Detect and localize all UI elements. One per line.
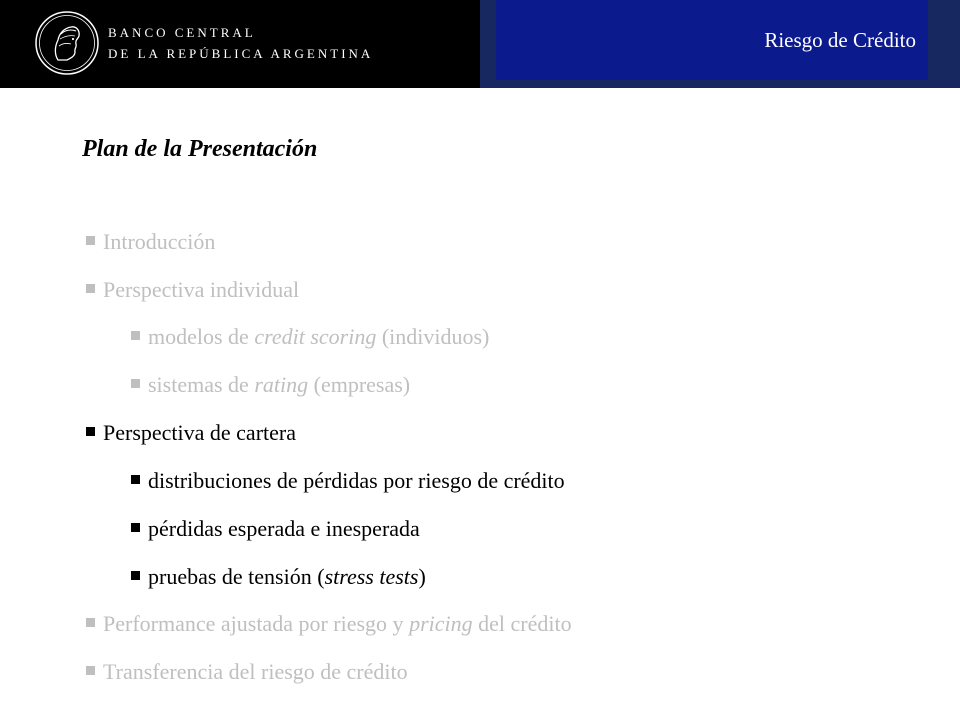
item-text-tail: ) — [418, 564, 426, 589]
item-text-tail: del crédito — [472, 611, 572, 636]
logo-panel — [0, 0, 480, 88]
agenda-item — [86, 277, 299, 303]
bank-name-line1: BANCO CENTRAL — [108, 25, 256, 40]
bullet-square-icon — [131, 379, 140, 388]
slide-title: Plan de la Presentación — [82, 136, 318, 162]
agenda-subitem — [131, 324, 489, 350]
item-text: Introducción — [103, 229, 216, 254]
item-text: pérdidas esperada e inesperada — [148, 516, 420, 541]
agenda-item-current — [86, 420, 296, 446]
item-text: sistemas de — [148, 372, 255, 397]
bank-name-line2: DE LA REPÚBLICA ARGENTINA — [108, 46, 374, 61]
item-text-tail: (empresas) — [308, 372, 411, 397]
bank-name — [108, 22, 373, 64]
agenda-subitem — [131, 372, 410, 398]
item-text: pruebas de tensión ( — [148, 564, 325, 589]
item-text: modelos de — [148, 324, 255, 349]
bullet-square-icon — [86, 618, 95, 627]
section-title: Riesgo de Crédito — [764, 28, 916, 52]
agenda-item — [86, 611, 572, 637]
bullet-square-icon — [86, 666, 95, 675]
bullet-square-icon — [86, 427, 95, 436]
item-text: distribuciones de pérdidas por riesgo de crédito — [148, 468, 565, 493]
section-title-box — [496, 0, 928, 80]
bullet-square-icon — [86, 284, 95, 293]
agenda-subitem-current — [131, 468, 565, 494]
item-text: Transferencia del riesgo de crédito — [103, 659, 408, 684]
item-emphasis: pricing — [409, 611, 473, 636]
bullet-square-icon — [131, 331, 140, 340]
item-emphasis: stress tests — [324, 564, 419, 589]
item-text: Perspectiva individual — [103, 277, 300, 302]
item-text: Performance ajustada por riesgo y — [103, 611, 410, 636]
agenda-item — [86, 659, 408, 685]
slide-header — [0, 0, 960, 88]
bullet-square-icon — [86, 236, 95, 245]
agenda-subitem-current — [131, 516, 420, 542]
bullet-square-icon — [131, 475, 140, 484]
bullet-square-icon — [131, 523, 140, 532]
agenda-item — [86, 229, 215, 255]
item-text: Perspectiva de cartera — [103, 420, 296, 445]
agenda-subitem-current — [131, 564, 426, 590]
bcra-seal-icon — [34, 10, 100, 76]
bullet-square-icon — [131, 571, 140, 580]
item-text-tail: (individuos) — [376, 324, 490, 349]
item-emphasis: credit scoring — [254, 324, 377, 349]
item-emphasis: rating — [254, 372, 309, 397]
